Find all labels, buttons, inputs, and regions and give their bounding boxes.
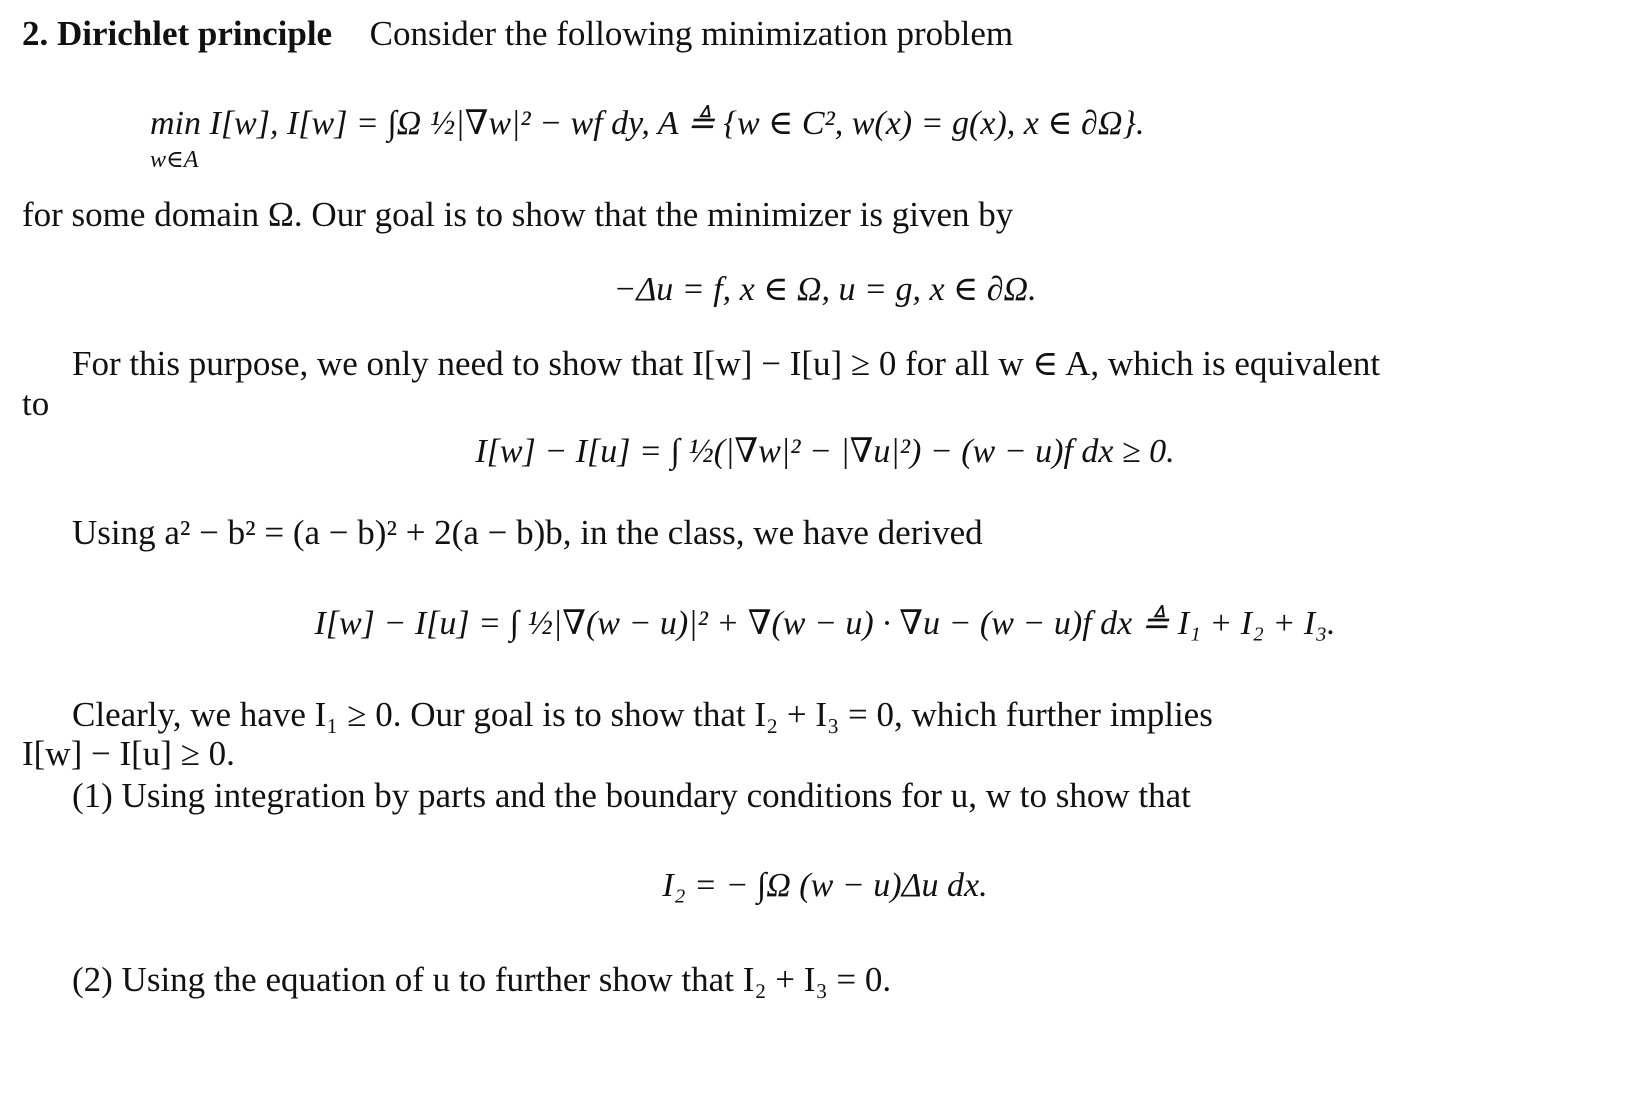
part-one-text: (1) Using integration by parts and the boundary conditions for u, w to show that — [72, 776, 1191, 815]
problem-title: Dirichlet principle — [57, 14, 333, 53]
part-two-text: (2) Using the equation of u to further show that I₂ + I₃ = 0. — [72, 960, 892, 999]
problem-number: 2. — [22, 14, 49, 53]
problem-intro: Consider the following minimization problem — [369, 14, 1014, 53]
minimization-equation: min I[w], I[w] = ∫Ω ½|∇w|² − wf dy, A ≜ {w ∈ C², w(x) = g(x), x ∈ ∂Ω}. — [150, 105, 1145, 142]
clearly-sentence: Clearly, we have I₁ ≥ 0. Our goal is to show that I₂ + I₃ = 0, which further implies — [72, 695, 1213, 734]
identity-sentence: Using a² − b² = (a − b)² + 2(a − b)b, in the class, we have derived — [72, 513, 983, 552]
derived-equation: I[w] − I[u] = ∫ ½|∇(w − u)|² + ∇(w − u) · ∇u − (w − u)f dx ≜ I₁ + I₂ + I₃. — [314, 605, 1336, 642]
domain-sentence: for some domain Ω. Our goal is to show that the minimizer is given by — [22, 195, 1014, 234]
pde-equation: −Δu = f, x ∈ Ω, u = g, x ∈ ∂Ω. — [613, 271, 1037, 308]
implies-sentence: I[w] − I[u] ≥ 0. — [22, 734, 235, 773]
i2-equation: I₂ = − ∫Ω (w − u)Δu dx. — [662, 867, 988, 904]
problem-heading — [22, 14, 1013, 54]
purpose-sentence: For this purpose, we only need to show that I[w] − I[u] ≥ 0 for all w ∈ A, which is equivalent — [72, 344, 1381, 383]
minimization-subscript: w∈A — [150, 147, 199, 173]
difference-equation: I[w] − I[u] = ∫ ½(|∇w|² − |∇u|²) − (w − u)f dx ≥ 0. — [475, 433, 1175, 470]
purpose-continuation: to — [22, 384, 50, 423]
